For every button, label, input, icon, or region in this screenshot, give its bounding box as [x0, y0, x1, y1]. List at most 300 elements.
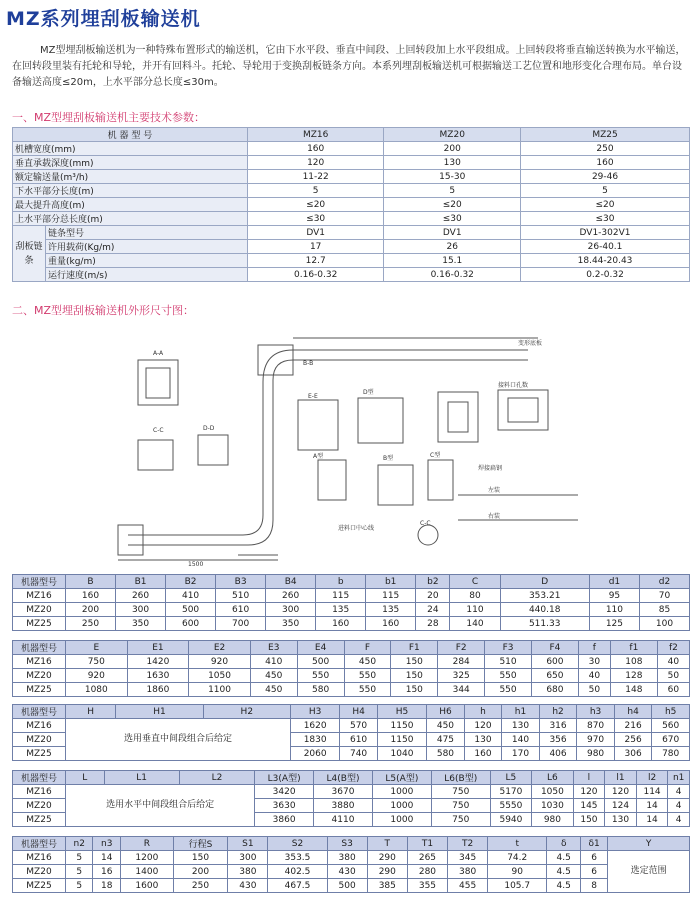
table-row	[13, 865, 690, 879]
dimension-cell: 300	[266, 603, 316, 617]
drawing-label: 进料口中心线	[338, 525, 375, 532]
dimension-cell: 980	[532, 813, 573, 827]
dimension-header-cell: 机器型号	[13, 575, 66, 589]
dimension-cell: 450	[250, 669, 297, 683]
dimension-cell: 980	[577, 747, 615, 761]
dimension-header-cell: l1	[605, 771, 637, 785]
dimension-cell: 380	[448, 865, 488, 879]
dimension-cell: 550	[344, 669, 391, 683]
spec-cell: 250	[521, 142, 690, 156]
spec-cell: 12.7	[247, 254, 384, 268]
dimension-header-cell: C	[450, 575, 500, 589]
dimension-header-cell: L6(B型)	[431, 771, 490, 785]
spec-cell: 机槽宽度(mm)	[13, 142, 248, 156]
dimension-header-cell: h4	[614, 705, 652, 719]
dimension-cell: 970	[577, 733, 615, 747]
table-row	[13, 226, 690, 240]
dimension-header-cell: B4	[266, 575, 316, 589]
dimension-cell: 1600	[120, 879, 173, 893]
dimension-cell: 1050	[189, 669, 251, 683]
dimension-header-cell: h1	[502, 705, 540, 719]
drawing-label: 变形底板	[518, 340, 543, 347]
dimension-header-cell: T	[367, 837, 407, 851]
dimension-cell: 430	[228, 879, 268, 893]
dimension-cell: MZ20	[13, 669, 66, 683]
dimension-cell: 344	[438, 683, 485, 697]
dimension-cell: 250	[173, 879, 228, 893]
dimension-cell: 150	[391, 683, 438, 697]
dimension-cell: 115	[366, 589, 416, 603]
drawing-label: C型	[430, 452, 441, 459]
dimension-cell: 5	[66, 865, 93, 879]
spec-cell: DV1	[384, 226, 521, 240]
dimension-cell: 16	[93, 865, 121, 879]
dimension-cell: 3420	[255, 785, 314, 799]
dimension-cell: 511.33	[500, 617, 589, 631]
dimension-cell: 1620	[290, 719, 339, 733]
dimension-header-cell: n2	[66, 837, 93, 851]
table-row	[13, 603, 690, 617]
spec-cell: ≤20	[247, 198, 384, 212]
drawing-label: 接料口孔数	[498, 382, 529, 389]
dimension-cell: 150	[391, 655, 438, 669]
dimension-cell: 402.5	[268, 865, 327, 879]
spec-cell: 5	[384, 184, 521, 198]
spec-cell: 运行速度(m/s)	[46, 268, 248, 282]
spec-cell: 5	[521, 184, 690, 198]
drawing-label: D-D	[203, 425, 215, 432]
dimension-cell: 353.21	[500, 589, 589, 603]
dimension-cell: 1080	[66, 683, 128, 697]
dimension-cell: 145	[573, 799, 605, 813]
dimension-table	[12, 640, 690, 697]
dimension-cell: 610	[216, 603, 266, 617]
dimension-cell: 6	[581, 865, 608, 879]
dimension-cell: 135	[316, 603, 366, 617]
dimension-header-cell: B3	[216, 575, 266, 589]
dimension-cell: 680	[531, 683, 578, 697]
dimension-table	[12, 836, 690, 893]
table-row	[13, 669, 690, 683]
dimension-header-cell: H1	[116, 705, 203, 719]
dimension-cell: 130	[464, 733, 502, 747]
dimension-cell: 580	[297, 683, 344, 697]
spec-header-cell: MZ25	[521, 128, 690, 142]
table-row	[13, 785, 690, 799]
drawing-label: 焊接扁钢	[478, 465, 503, 472]
dimension-cell: 380	[228, 865, 268, 879]
dimension-cell: 550	[297, 669, 344, 683]
dimension-cell: 14	[636, 799, 668, 813]
dimension-cell: 1860	[127, 683, 189, 697]
spec-cell: 26-40.1	[521, 240, 690, 254]
table-row	[13, 879, 690, 893]
dimension-cell: 200	[66, 603, 116, 617]
dimension-cell: MZ20	[13, 603, 66, 617]
spec-cell: ≤20	[384, 198, 521, 212]
drawing-label: C-C	[420, 520, 431, 527]
dimension-cell: MZ16	[13, 589, 66, 603]
dimension-header-cell: B	[66, 575, 116, 589]
dimension-cell: 610	[340, 733, 378, 747]
dimension-header-cell: L4(B型)	[314, 771, 373, 785]
dimension-cell: 920	[66, 669, 128, 683]
dimension-header-cell: E4	[297, 641, 344, 655]
dimension-cell: 455	[448, 879, 488, 893]
dimension-cell: 135	[366, 603, 416, 617]
dimension-cell: 265	[407, 851, 447, 865]
combination-note: 选用水平中间段组合后给定	[66, 785, 255, 827]
dimension-cell: 30	[578, 655, 610, 669]
dimension-cell: 250	[66, 617, 116, 631]
drawing-label: B型	[383, 455, 394, 462]
dimension-cell: 500	[297, 655, 344, 669]
dimension-cell: 475	[427, 733, 465, 747]
dimension-cell: 410	[250, 655, 297, 669]
dimension-header-cell: H3	[290, 705, 339, 719]
dimension-cell: 560	[652, 719, 690, 733]
dimension-cell: 510	[216, 589, 266, 603]
dimension-cell: MZ16	[13, 719, 66, 733]
dimension-cell: 216	[614, 719, 652, 733]
dimension-cell: 3860	[255, 813, 314, 827]
dimension-cell: 114	[636, 785, 668, 799]
dimension-cell: MZ16	[13, 785, 66, 799]
dimension-cell: 450	[344, 655, 391, 669]
dimension-header-cell: n3	[93, 837, 121, 851]
dimension-cell: 4110	[314, 813, 373, 827]
dimension-cell: 80	[450, 589, 500, 603]
dimension-cell: 18	[93, 879, 121, 893]
dimension-cell: 150	[391, 669, 438, 683]
table-row	[13, 156, 690, 170]
dimension-cell: 24	[416, 603, 450, 617]
spec-cell: 29-46	[521, 170, 690, 184]
dimension-cell: 356	[539, 733, 577, 747]
dimension-cell: MZ25	[13, 683, 66, 697]
dimension-cell: 150	[573, 813, 605, 827]
dimension-header-cell: f1	[610, 641, 657, 655]
spec-cell: 重量(kg/m)	[46, 254, 248, 268]
dimension-cell: 500	[166, 603, 216, 617]
dimension-cell: 600	[166, 617, 216, 631]
dimension-header-cell: H6	[427, 705, 465, 719]
dimension-cell: 5170	[490, 785, 531, 799]
dimension-cell: 4	[668, 813, 690, 827]
spec-cell: 链条型号	[46, 226, 248, 240]
table-row	[13, 142, 690, 156]
dimension-header-cell: 行程S	[173, 837, 228, 851]
dimension-cell: 510	[485, 655, 532, 669]
table-row	[13, 617, 690, 631]
dimension-cell: 440.18	[500, 603, 589, 617]
spec-cell: 200	[384, 142, 521, 156]
dimension-cell: 600	[531, 655, 578, 669]
dimension-header-cell: δ1	[581, 837, 608, 851]
spec-cell: 0.2-0.32	[521, 268, 690, 282]
dimension-header-cell: F1	[391, 641, 438, 655]
dimension-header-cell: T1	[407, 837, 447, 851]
dimension-cell: 385	[367, 879, 407, 893]
dimension-header-cell: L	[66, 771, 105, 785]
dimension-cell: 90	[488, 865, 547, 879]
dimension-cell: 20	[416, 589, 450, 603]
spec-table	[12, 127, 690, 282]
dimension-cell: 1150	[377, 719, 426, 733]
dimension-cell: 410	[166, 589, 216, 603]
dimension-cell: 100	[639, 617, 689, 631]
dimension-cell: MZ25	[13, 813, 66, 827]
dimension-header-cell: f2	[657, 641, 689, 655]
dimension-cell: 467.5	[268, 879, 327, 893]
dimension-cell: 120	[464, 719, 502, 733]
dimension-cell: 353.5	[268, 851, 327, 865]
dimension-cell: MZ25	[13, 879, 66, 893]
drawing-label: 左装	[488, 487, 501, 494]
spec-header-cell: 机 器 型 号	[13, 128, 248, 142]
dimension-cell: 750	[431, 799, 490, 813]
spec-cell: 许用载荷(Kg/m)	[46, 240, 248, 254]
dimension-cell: 550	[344, 683, 391, 697]
table-row	[13, 212, 690, 226]
dimension-header-cell: E1	[127, 641, 189, 655]
dimension-table	[12, 770, 690, 827]
table-row	[13, 683, 690, 697]
dimension-table	[12, 574, 690, 631]
drawing-label: E-E	[308, 393, 318, 400]
dimension-cell: 108	[610, 655, 657, 669]
dimension-cell: 284	[438, 655, 485, 669]
table-row	[13, 184, 690, 198]
dimension-cell: 1420	[127, 655, 189, 669]
dimension-cell: 5	[66, 879, 93, 893]
dimension-header-cell: H2	[203, 705, 290, 719]
dimension-cell: 1040	[377, 747, 426, 761]
dimension-header-cell: S2	[268, 837, 327, 851]
spec-cell: 额定输送量(m³/h)	[13, 170, 248, 184]
dimension-cell: 3880	[314, 799, 373, 813]
spec-cell: ≤20	[521, 198, 690, 212]
dimension-cell: 450	[250, 683, 297, 697]
combination-note: 选用垂直中间段组合后给定	[66, 719, 291, 761]
dimension-header-cell: L5	[490, 771, 531, 785]
table-row	[13, 719, 690, 733]
drawing-label: D型	[363, 389, 374, 396]
dimension-header-cell: l	[573, 771, 605, 785]
dimension-header-cell: S3	[327, 837, 367, 851]
dimension-cell: 128	[610, 669, 657, 683]
dimension-header-cell: h3	[577, 705, 615, 719]
spec-cell: 15-30	[384, 170, 521, 184]
dimension-header-cell: B1	[116, 575, 166, 589]
dimension-header-cell: l2	[636, 771, 668, 785]
dimension-cell: 570	[340, 719, 378, 733]
spec-header-cell: MZ20	[384, 128, 521, 142]
dimension-cell: 380	[327, 851, 367, 865]
dimension-cell: 1400	[120, 865, 173, 879]
dimension-cell: 95	[589, 589, 639, 603]
table-row	[13, 170, 690, 184]
dimension-header-cell: 机器型号	[13, 837, 66, 851]
dimension-header-cell: F	[344, 641, 391, 655]
dimension-cell: 345	[448, 851, 488, 865]
spec-cell: 17	[247, 240, 384, 254]
dimension-cell: 260	[116, 589, 166, 603]
dimension-cell: 1100	[189, 683, 251, 697]
dimension-header-cell: f	[578, 641, 610, 655]
dimension-cell: 1830	[290, 733, 339, 747]
dimension-cell: 70	[639, 589, 689, 603]
dimension-cell: 1000	[372, 813, 431, 827]
dimension-cell: 110	[589, 603, 639, 617]
spec-cell: 18.44-20.43	[521, 254, 690, 268]
dimension-cell: 1200	[120, 851, 173, 865]
dimension-cell: 1050	[532, 785, 573, 799]
dimension-cell: 350	[116, 617, 166, 631]
dimension-cell: 1030	[532, 799, 573, 813]
dimension-cell: 8	[581, 879, 608, 893]
dimension-cell: 1630	[127, 669, 189, 683]
dimension-header-cell: F2	[438, 641, 485, 655]
dimension-header-cell: T2	[448, 837, 488, 851]
dimension-cell: 160	[366, 617, 416, 631]
page-title: MZ系列埋刮板输送机	[6, 8, 201, 30]
dimension-header-cell: b	[316, 575, 366, 589]
dimension-cell: 105.7	[488, 879, 547, 893]
dimension-header-cell: E2	[189, 641, 251, 655]
dimension-header-cell: 机器型号	[13, 705, 66, 719]
dimension-header-cell: E	[66, 641, 128, 655]
dimension-cell: 750	[431, 813, 490, 827]
dimension-header-cell: b2	[416, 575, 450, 589]
section-1-heading: 一、MZ型埋刮板输送机主要技术参数：	[12, 111, 206, 124]
dimension-cell: 74.2	[488, 851, 547, 865]
dimension-cell: 110	[450, 603, 500, 617]
spec-cell: 160	[521, 156, 690, 170]
dimension-cell: 160	[66, 589, 116, 603]
dimension-header-cell: L5(A型)	[372, 771, 431, 785]
dimension-header-cell: R	[120, 837, 173, 851]
spec-cell: DV1	[247, 226, 384, 240]
dimension-cell: 140	[502, 733, 540, 747]
dimension-header-cell: h5	[652, 705, 690, 719]
dimension-cell: 3630	[255, 799, 314, 813]
dimension-cell: 170	[502, 747, 540, 761]
dimension-header-cell: F4	[531, 641, 578, 655]
intro-paragraph: MZ型埋刮板输送机为一种特殊布置形式的输送机，它由下水平段、垂直中间段、上回转段加上水平段组成。上回转段将垂直输送转换为水平输送，在回转段里装有托轮和导轮，并开有回料斗。托轮、导轮用于变换刮板链条方向。本系列埋刮板输送机可根据输送工艺位置和地形变化合理布局。单台设备输送高度≤20m，上水平部分总长度≤30m。	[12, 45, 686, 88]
drawing-label: A-A	[153, 350, 164, 357]
dimension-cell: 120	[605, 785, 637, 799]
dimension-header-cell: H4	[340, 705, 378, 719]
dimension-cell: 4	[668, 785, 690, 799]
dimension-cell: 160	[464, 747, 502, 761]
dimension-table	[12, 704, 690, 761]
dimension-cell: 450	[427, 719, 465, 733]
dimension-cell: 60	[657, 683, 689, 697]
dimension-header-cell: h	[464, 705, 502, 719]
dimension-cell: 40	[657, 655, 689, 669]
spec-cell: 0.16-0.32	[384, 268, 521, 282]
range-note: 选定范围	[608, 851, 690, 893]
spec-cell: DV1-302V1	[521, 226, 690, 240]
dimension-cell: 5	[66, 851, 93, 865]
table-row	[13, 254, 690, 268]
dimension-cell: 256	[614, 733, 652, 747]
dimension-cell: 316	[539, 719, 577, 733]
table-row	[13, 268, 690, 282]
spec-cell: 160	[247, 142, 384, 156]
drawing-label: C-C	[153, 427, 164, 434]
dimension-cell: 290	[367, 865, 407, 879]
spec-cell: 120	[247, 156, 384, 170]
dimension-header-cell: L3(A型)	[255, 771, 314, 785]
dimension-cell: 870	[577, 719, 615, 733]
drawing-label: A型	[313, 453, 324, 460]
dimension-cell: 14	[93, 851, 121, 865]
dimension-cell: MZ20	[13, 799, 66, 813]
spec-cell: 15.1	[384, 254, 521, 268]
dimension-cell: 85	[639, 603, 689, 617]
dimension-header-cell: 机器型号	[13, 641, 66, 655]
spec-cell: ≤30	[384, 212, 521, 226]
dimension-cell: 406	[539, 747, 577, 761]
dimension-cell: 355	[407, 879, 447, 893]
dimension-cell: 1000	[372, 785, 431, 799]
dimension-cell: 130	[605, 813, 637, 827]
dimension-header-cell: B2	[166, 575, 216, 589]
spec-cell: 5	[247, 184, 384, 198]
dimension-header-cell: S1	[228, 837, 268, 851]
table-row	[13, 589, 690, 603]
dimension-cell: 280	[407, 865, 447, 879]
dimension-cell: 4.5	[547, 851, 581, 865]
dimension-cell: 740	[340, 747, 378, 761]
dimension-cell: 40	[578, 669, 610, 683]
chain-label: 刮板链条	[13, 226, 46, 282]
dimension-drawing	[98, 320, 598, 568]
table-row	[13, 198, 690, 212]
dimension-cell: 120	[573, 785, 605, 799]
spec-header-cell: MZ16	[247, 128, 384, 142]
dimension-header-cell: E3	[250, 641, 297, 655]
drawing-label: 右装	[488, 513, 501, 520]
dimension-header-cell: δ	[547, 837, 581, 851]
dimension-cell: MZ25	[13, 617, 66, 631]
dimension-cell: 300	[116, 603, 166, 617]
dimension-header-cell: n1	[668, 771, 690, 785]
dimension-cell: 700	[216, 617, 266, 631]
dimension-cell: MZ25	[13, 747, 66, 761]
dimension-header-cell: t	[488, 837, 547, 851]
dimension-cell: 500	[327, 879, 367, 893]
dimension-cell: 50	[578, 683, 610, 697]
table-row	[13, 851, 690, 865]
spec-cell: 上水平部分总长度(m)	[13, 212, 248, 226]
dimension-header-cell: Y	[608, 837, 690, 851]
dimension-cell: 750	[66, 655, 128, 669]
spec-cell: 0.16-0.32	[247, 268, 384, 282]
dimension-cell: 140	[450, 617, 500, 631]
dimension-cell: 200	[173, 865, 228, 879]
dimension-cell: 325	[438, 669, 485, 683]
dimension-cell: 430	[327, 865, 367, 879]
dimension-cell: 260	[266, 589, 316, 603]
dimension-cell: 5940	[490, 813, 531, 827]
dimension-cell: 670	[652, 733, 690, 747]
table-row	[13, 240, 690, 254]
dimension-header-cell: h2	[539, 705, 577, 719]
dimension-header-cell: F3	[485, 641, 532, 655]
